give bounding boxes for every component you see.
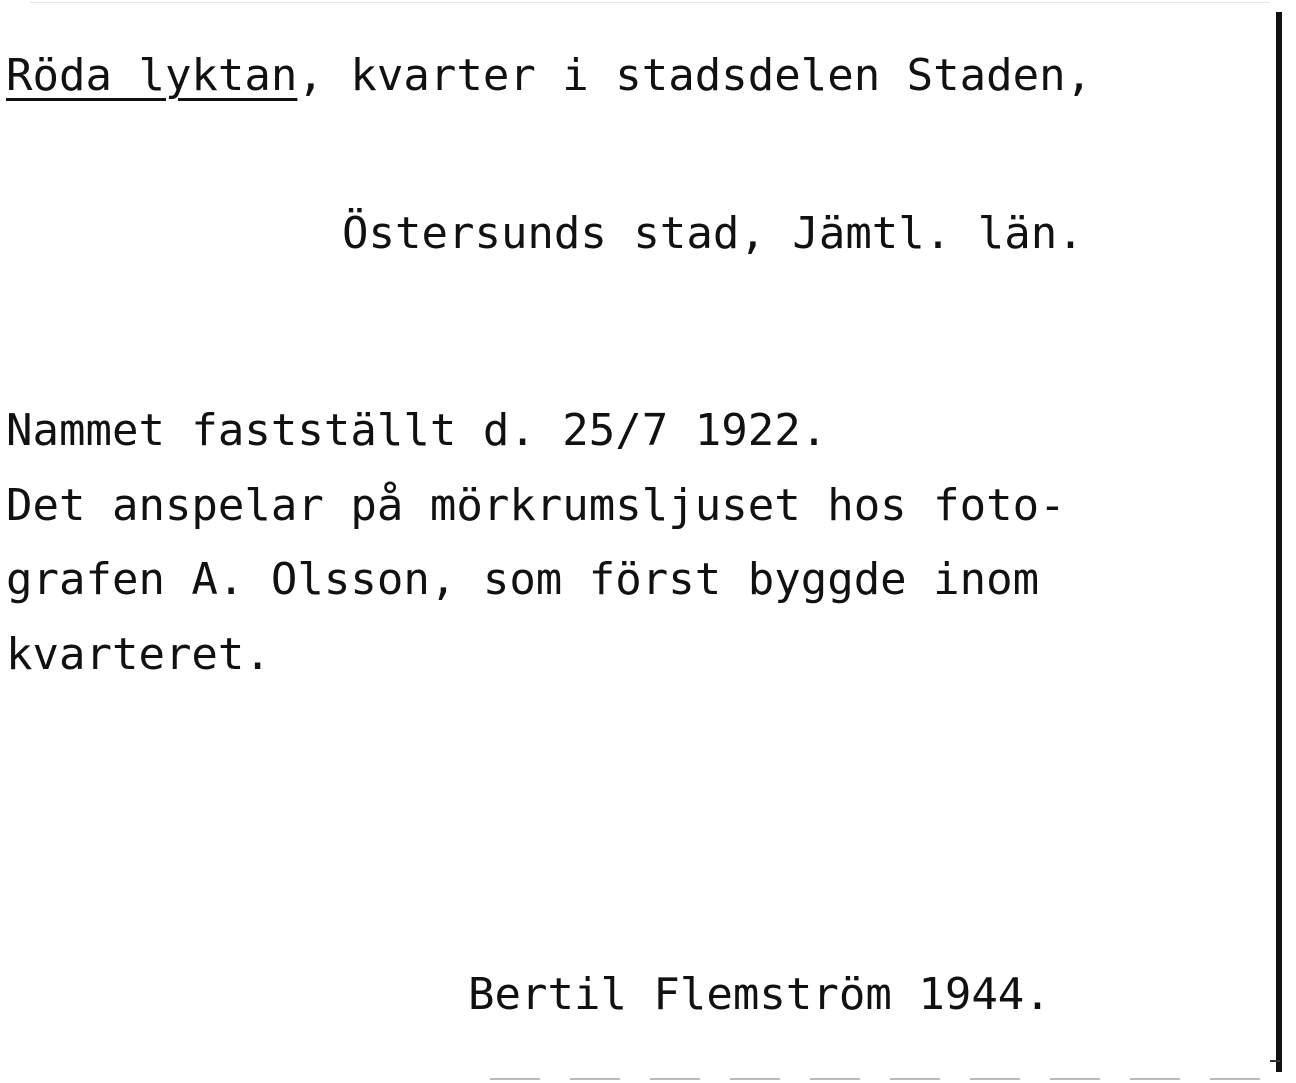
card-right-edge bbox=[1276, 12, 1282, 1072]
card-top-edge bbox=[30, 2, 1270, 3]
card-location: Östersunds stad, Jämtl. län. bbox=[342, 208, 1084, 259]
card-body-line-4: kvarteret. bbox=[6, 629, 271, 680]
card-body-line-2: Det anspelar på mörkrumsljuset hos foto- bbox=[6, 480, 1066, 531]
card-body-line-3: grafen A. Olsson, som först byggde inom bbox=[6, 554, 1040, 605]
card-body-line-1: Nammet fastställt d. 25/7 1922. bbox=[6, 405, 828, 456]
card-bottom-edge bbox=[490, 1078, 1260, 1080]
card-heading-rest: , kvarter i stadsdelen Staden, bbox=[297, 50, 1093, 101]
card-corner-mark bbox=[1270, 1060, 1280, 1062]
card-title: Röda lyktan bbox=[6, 50, 298, 101]
card-heading bbox=[6, 50, 1093, 101]
card-signature: Bertil Flemström 1944. bbox=[468, 969, 1051, 1020]
